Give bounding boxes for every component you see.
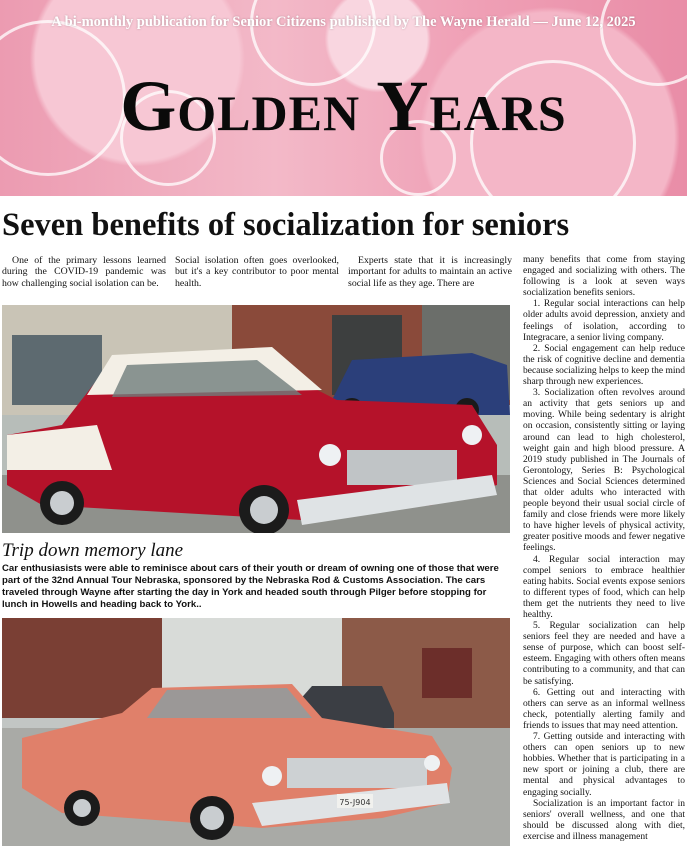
column-4-paragraph: Socialization is an important factor in seniors' overall wellness, and one that should be discussed along with diet, exercise and illness management <box>523 798 685 842</box>
column-4-paragraph: 7. Getting outside and interacting with others can open seniors up to new hobbies. Whether that is participating in a new sport or joining a club, there are mental and physical advantages to engaging socially. <box>523 732 685 798</box>
article-headline: Seven benefits of socialization for seniors <box>2 207 570 243</box>
column-1-text: One of the primary lessons learned during the COVID-19 pandemic was how challenging social isolation can be. <box>2 255 166 289</box>
column-3-text: Experts state that it is increasingly important for adults to maintain an active social life as they age. There are <box>348 255 512 289</box>
article-column-2 <box>175 255 339 289</box>
car-illustration-1 <box>2 305 510 533</box>
masthead-tagline: A bi-monthly publication for Senior Citizens published by The Wayne Herald — June 12, 2025 <box>51 14 636 30</box>
masthead-title: Golden Years <box>120 66 567 146</box>
classic-car-photo-2 <box>2 618 510 846</box>
article-column-4 <box>523 255 685 843</box>
masthead-banner <box>0 0 687 196</box>
photo-caption-heading: Trip down memory lane <box>2 540 184 561</box>
column-4-paragraph: 3. Socialization often revolves around an activity that gets seniors up and moving. While being sedentary is alright on occasion, consistently sitting or laying around can lead to high cholesterol, weight gain and high blood pressure. A 2019 study published in The Journals of Gerontology, Series B: Psychological Sciences and Social Sciences determined that older adults who interacted with people beyond their usual social circle of family and close friends were more likely to have higher levels of physical activity, greater positive moods and fewer negative feelings. <box>523 388 685 554</box>
column-4-paragraph: 6. Getting out and interacting with others can serve as an informal wellness check, potentially alerting family and friends to issues that may need attention. <box>523 687 685 731</box>
photo-caption-text: Car enthusiasists were able to reminisce about cars of their youth or dream of owning one of those that were part of the 32nd Annual Tour Nebraska, sponsored by the Nebraska Rod & Customs Association. The cars traveled through Wayne after starting the day in York and headed south through Pilger before stopping for lunch in Howells and heading back to York.. <box>2 563 499 610</box>
column-4-paragraph: many benefits that come from staying engaged and socializing with others. The following is a look at seven ways socialization benefits seniors. <box>523 255 685 299</box>
classic-car-photo-1 <box>2 305 510 533</box>
car-illustration-2 <box>2 618 510 846</box>
column-4-paragraph: 2. Social engagement can help reduce the risk of cognitive decline and dementia because socializing helps to keep the mind sharp through new experiences. <box>523 343 685 388</box>
column-4-paragraph: 4. Regular social interaction may compel seniors to embrace healthier eating habits. Social events expose seniors to different types of food, which can help them get the nutrients they need to live healthy. <box>523 554 685 620</box>
column-4-paragraph: 1. Regular social interactions can help older adults avoid depression, anxiety and feelings of isolation, according to Integracare, a senior living company. <box>523 299 685 343</box>
license-plate: 75-J904 <box>339 798 371 807</box>
column-2-text: Social isolation often goes overlooked, but it's a key contributor to poor mental health. <box>175 255 339 289</box>
column-4-paragraph: 5. Regular socialization can help seniors feel they are needed and have a sense of purpose, which can boost self-esteem. Engaging with others often means contributing to a community, and that can be satisfying. <box>523 621 685 687</box>
article-column-1 <box>2 255 166 289</box>
article-column-3 <box>348 255 512 289</box>
